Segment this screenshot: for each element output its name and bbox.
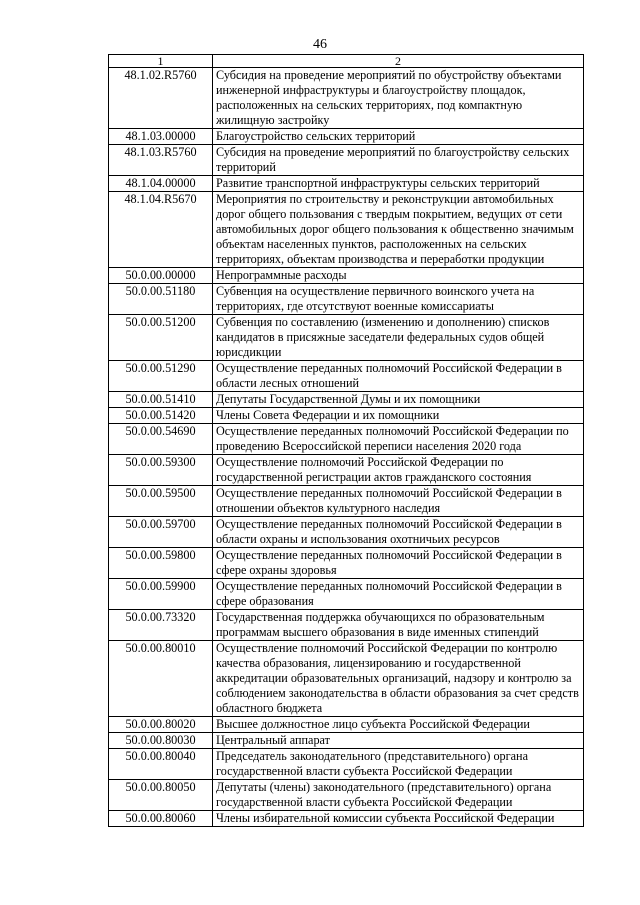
description-cell: Осуществление переданных полномочий Российской Федерации по проведению Всероссийской переписи населения 2020 года	[213, 424, 584, 455]
budget-codes-table	[108, 54, 584, 827]
column-header-code: 1	[109, 55, 213, 68]
table-row	[109, 548, 584, 579]
description-cell: Мероприятия по строительству и реконструкции автомобильных дорог общего пользования с твердым покрытием, ведущих от сети автомобильных дорог общего пользования к общественно значимым объектам населенных пунктов, расположенных на сельских территориях, объектам производства и переработки продукции	[213, 192, 584, 268]
table-row	[109, 486, 584, 517]
code-cell: 50.0.00.80020	[109, 717, 213, 733]
table-row	[109, 361, 584, 392]
code-cell: 50.0.00.51290	[109, 361, 213, 392]
description-cell: Субвенция на осуществление первичного воинского учета на территориях, где отсутствуют военные комиссариаты	[213, 284, 584, 315]
code-cell: 48.1.03.R5760	[109, 145, 213, 176]
description-cell: Осуществление переданных полномочий Российской Федерации в сфере образования	[213, 579, 584, 610]
table-row	[109, 579, 584, 610]
code-cell: 48.1.04.00000	[109, 176, 213, 192]
description-cell: Непрограммные расходы	[213, 268, 584, 284]
table-row	[109, 284, 584, 315]
table-row	[109, 315, 584, 361]
description-cell: Высшее должностное лицо субъекта Российской Федерации	[213, 717, 584, 733]
table-row	[109, 192, 584, 268]
description-cell: Осуществление полномочий Российской Федерации по контролю качества образования, лицензированию и государственной аккредитации образовательных организаций, надзору и контролю за соблюдением законодательства в области образования за счет средств областного бюджета	[213, 641, 584, 717]
table-row	[109, 268, 584, 284]
table-row	[109, 811, 584, 827]
code-cell: 50.0.00.73320	[109, 610, 213, 641]
description-cell: Субвенция по составлению (изменению и дополнению) списков кандидатов в присяжные заседатели федеральных судов общей юрисдикции	[213, 315, 584, 361]
table-row	[109, 517, 584, 548]
description-cell: Субсидия на проведение мероприятий по обустройству объектами инженерной инфраструктуры и благоустройству площадок, расположенных на сельских территориях, под компактную жилищную застройку	[213, 68, 584, 129]
description-cell: Развитие транспортной инфраструктуры сельских территорий	[213, 176, 584, 192]
table-row	[109, 733, 584, 749]
description-cell: Центральный аппарат	[213, 733, 584, 749]
description-cell: Осуществление переданных полномочий Российской Федерации в отношении объектов культурного наследия	[213, 486, 584, 517]
table-row	[109, 641, 584, 717]
code-cell: 50.0.00.80040	[109, 749, 213, 780]
code-cell: 50.0.00.59300	[109, 455, 213, 486]
table-row	[109, 455, 584, 486]
code-cell: 48.1.02.R5760	[109, 68, 213, 129]
table-row	[109, 176, 584, 192]
table-row	[109, 145, 584, 176]
table-row	[109, 408, 584, 424]
code-cell: 50.0.00.80010	[109, 641, 213, 717]
description-cell: Депутаты (члены) законодательного (представительного) органа государственной власти субъекта Российской Федерации	[213, 780, 584, 811]
description-cell: Осуществление переданных полномочий Российской Федерации в сфере охраны здоровья	[213, 548, 584, 579]
table-row	[109, 129, 584, 145]
code-cell: 50.0.00.80060	[109, 811, 213, 827]
code-cell: 50.0.00.00000	[109, 268, 213, 284]
code-cell: 50.0.00.80030	[109, 733, 213, 749]
table-row	[109, 392, 584, 408]
code-cell: 48.1.03.00000	[109, 129, 213, 145]
table-row	[109, 717, 584, 733]
table-row	[109, 610, 584, 641]
code-cell: 50.0.00.59500	[109, 486, 213, 517]
table-header-row	[109, 55, 584, 68]
code-cell: 50.0.00.59800	[109, 548, 213, 579]
page-number: 46	[313, 37, 327, 52]
description-cell: Члены избирательной комиссии субъекта Российской Федерации	[213, 811, 584, 827]
code-cell: 48.1.04.R5670	[109, 192, 213, 268]
code-cell: 50.0.00.51420	[109, 408, 213, 424]
code-cell: 50.0.00.51410	[109, 392, 213, 408]
code-cell: 50.0.00.59700	[109, 517, 213, 548]
description-cell: Государственная поддержка обучающихся по образовательным программам высшего образования в виде именных стипендий	[213, 610, 584, 641]
description-cell: Благоустройство сельских территорий	[213, 129, 584, 145]
description-cell: Депутаты Государственной Думы и их помощники	[213, 392, 584, 408]
description-cell: Осуществление переданных полномочий Российской Федерации в области лесных отношений	[213, 361, 584, 392]
table-row	[109, 749, 584, 780]
code-cell: 50.0.00.51200	[109, 315, 213, 361]
table-row	[109, 780, 584, 811]
table-row	[109, 68, 584, 129]
code-cell: 50.0.00.59900	[109, 579, 213, 610]
table-row	[109, 424, 584, 455]
description-cell: Субсидия на проведение мероприятий по благоустройству сельских территорий	[213, 145, 584, 176]
description-cell: Председатель законодательного (представительного) органа государственной власти субъекта Российской Федерации	[213, 749, 584, 780]
code-cell: 50.0.00.51180	[109, 284, 213, 315]
description-cell: Осуществление переданных полномочий Российской Федерации в области охраны и использования охотничьих ресурсов	[213, 517, 584, 548]
column-header-description: 2	[213, 55, 584, 68]
description-cell: Осуществление полномочий Российской Федерации по государственной регистрации актов гражданского состояния	[213, 455, 584, 486]
code-cell: 50.0.00.80050	[109, 780, 213, 811]
code-cell: 50.0.00.54690	[109, 424, 213, 455]
description-cell: Члены Совета Федерации и их помощники	[213, 408, 584, 424]
